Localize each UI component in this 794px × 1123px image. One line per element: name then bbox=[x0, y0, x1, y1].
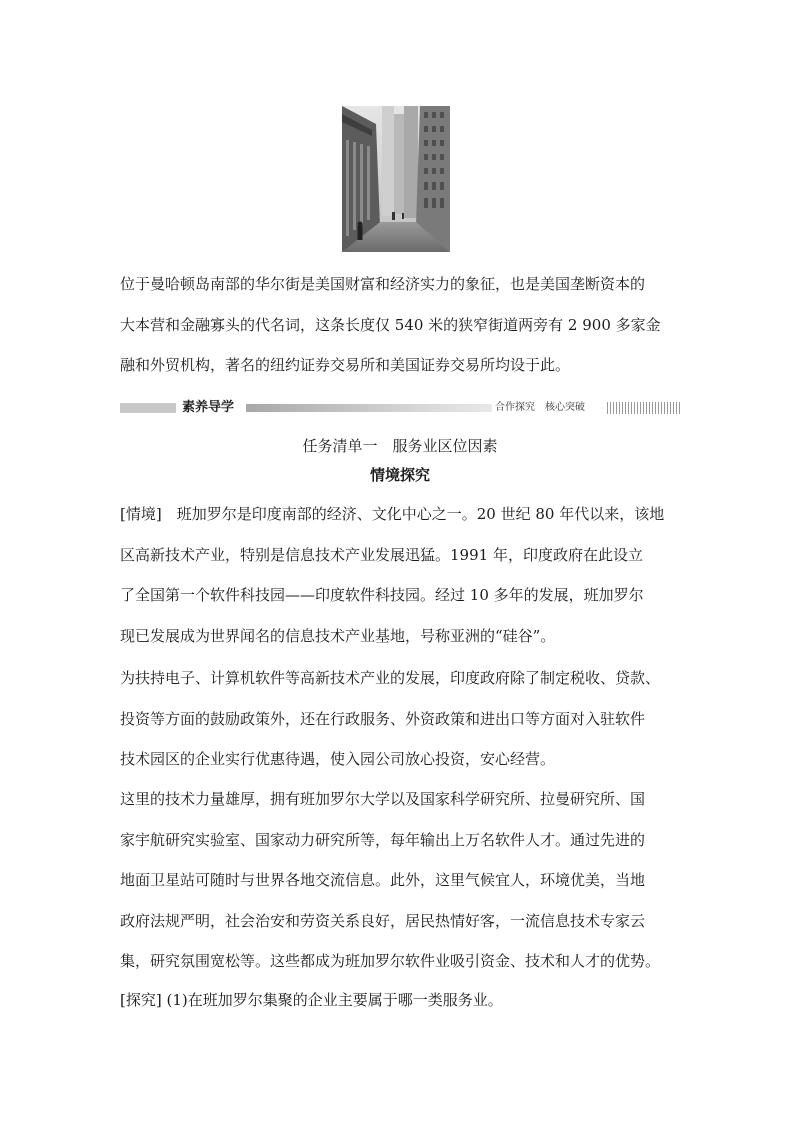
context-line: 这里的技术力量雄厚，拥有班加罗尔大学以及国家科学研究所、拉曼研究所、国 bbox=[120, 790, 646, 808]
context-line: 班加罗尔是印度南部的经济、文化中心之一。20 世纪 80 年代以来，该地 bbox=[176, 505, 665, 523]
explore-tag: [探究] bbox=[120, 991, 162, 1009]
intro-line: 大本营和金融寡头的代名词，这条长度仅 540 米的狭窄街道两旁有 2 900 多家金 bbox=[120, 315, 661, 334]
banner-title: 素养导学 bbox=[178, 399, 238, 417]
context-line: 区高新技术产业，特别是信息技术产业发展迅猛。1991 年，印度政府在此设立 bbox=[120, 545, 643, 564]
context-line: 了全国第一个软件科技园——印度软件科技园。经过 10 多年的发展，班加罗尔 bbox=[120, 586, 644, 604]
context-line: 政府法规严明，社会治安和劳资关系良好，居民热情好客，一流信息技术专家云 bbox=[120, 911, 646, 930]
context-tag: [情境] bbox=[120, 505, 162, 523]
task-subheading: 情境探究 bbox=[369, 466, 430, 484]
context-line: 集，研究氛围宽松等。这些都成为班加罗尔软件业吸引资金、技术和人才的优势。 bbox=[120, 952, 661, 970]
context-paragraph-2 bbox=[120, 658, 680, 780]
intro-line: 融和外贸机构，著名的纽约证券交易所和美国证券交易所均设于此。 bbox=[120, 356, 571, 374]
context-paragraph-1 bbox=[120, 494, 680, 656]
intro-paragraph bbox=[120, 264, 680, 386]
intro-line: 位于曼哈顿岛南部的华尔街是美国财富和经济实力的象征，也是美国垄断资本的 bbox=[120, 275, 646, 293]
wall-street-photo bbox=[342, 106, 450, 252]
explore-question bbox=[120, 988, 680, 1012]
context-line: 技术园区的企业实行优惠待遇，使入园公司放心投资，安心经营。 bbox=[120, 750, 556, 768]
context-line: 投资等方面的鼓励政策外，还在行政服务、外资政策和进出口等方面对入驻软件 bbox=[120, 709, 646, 728]
context-line: 家宇航研究实验室、国家动力研究所等，每年输出上万名软件人才。通过先进的 bbox=[120, 830, 646, 849]
context-line: 为扶持电子、计算机软件等高新技术产业的发展，印度政府除了制定税收、贷款、 bbox=[120, 669, 661, 687]
banner-subtitle: 合作探究 核心突破 bbox=[492, 401, 588, 415]
section-banner bbox=[120, 401, 680, 415]
context-paragraph-3 bbox=[120, 779, 680, 982]
banner-bar bbox=[120, 403, 176, 413]
context-line: 现已发展成为世界闻名的信息技术产业基地，号称亚洲的“硅谷”。 bbox=[120, 626, 556, 645]
task-heading: 任务清单一 服务业区位因素 bbox=[302, 437, 498, 455]
banner-stripes bbox=[607, 402, 680, 414]
context-line: 地面卫星站可随时与世界各地交流信息。此外，这里气候宜人，环境优美，当地 bbox=[120, 871, 646, 889]
explore-question-1: (1)在班加罗尔集聚的企业主要属于哪一类服务业。 bbox=[166, 991, 503, 1009]
